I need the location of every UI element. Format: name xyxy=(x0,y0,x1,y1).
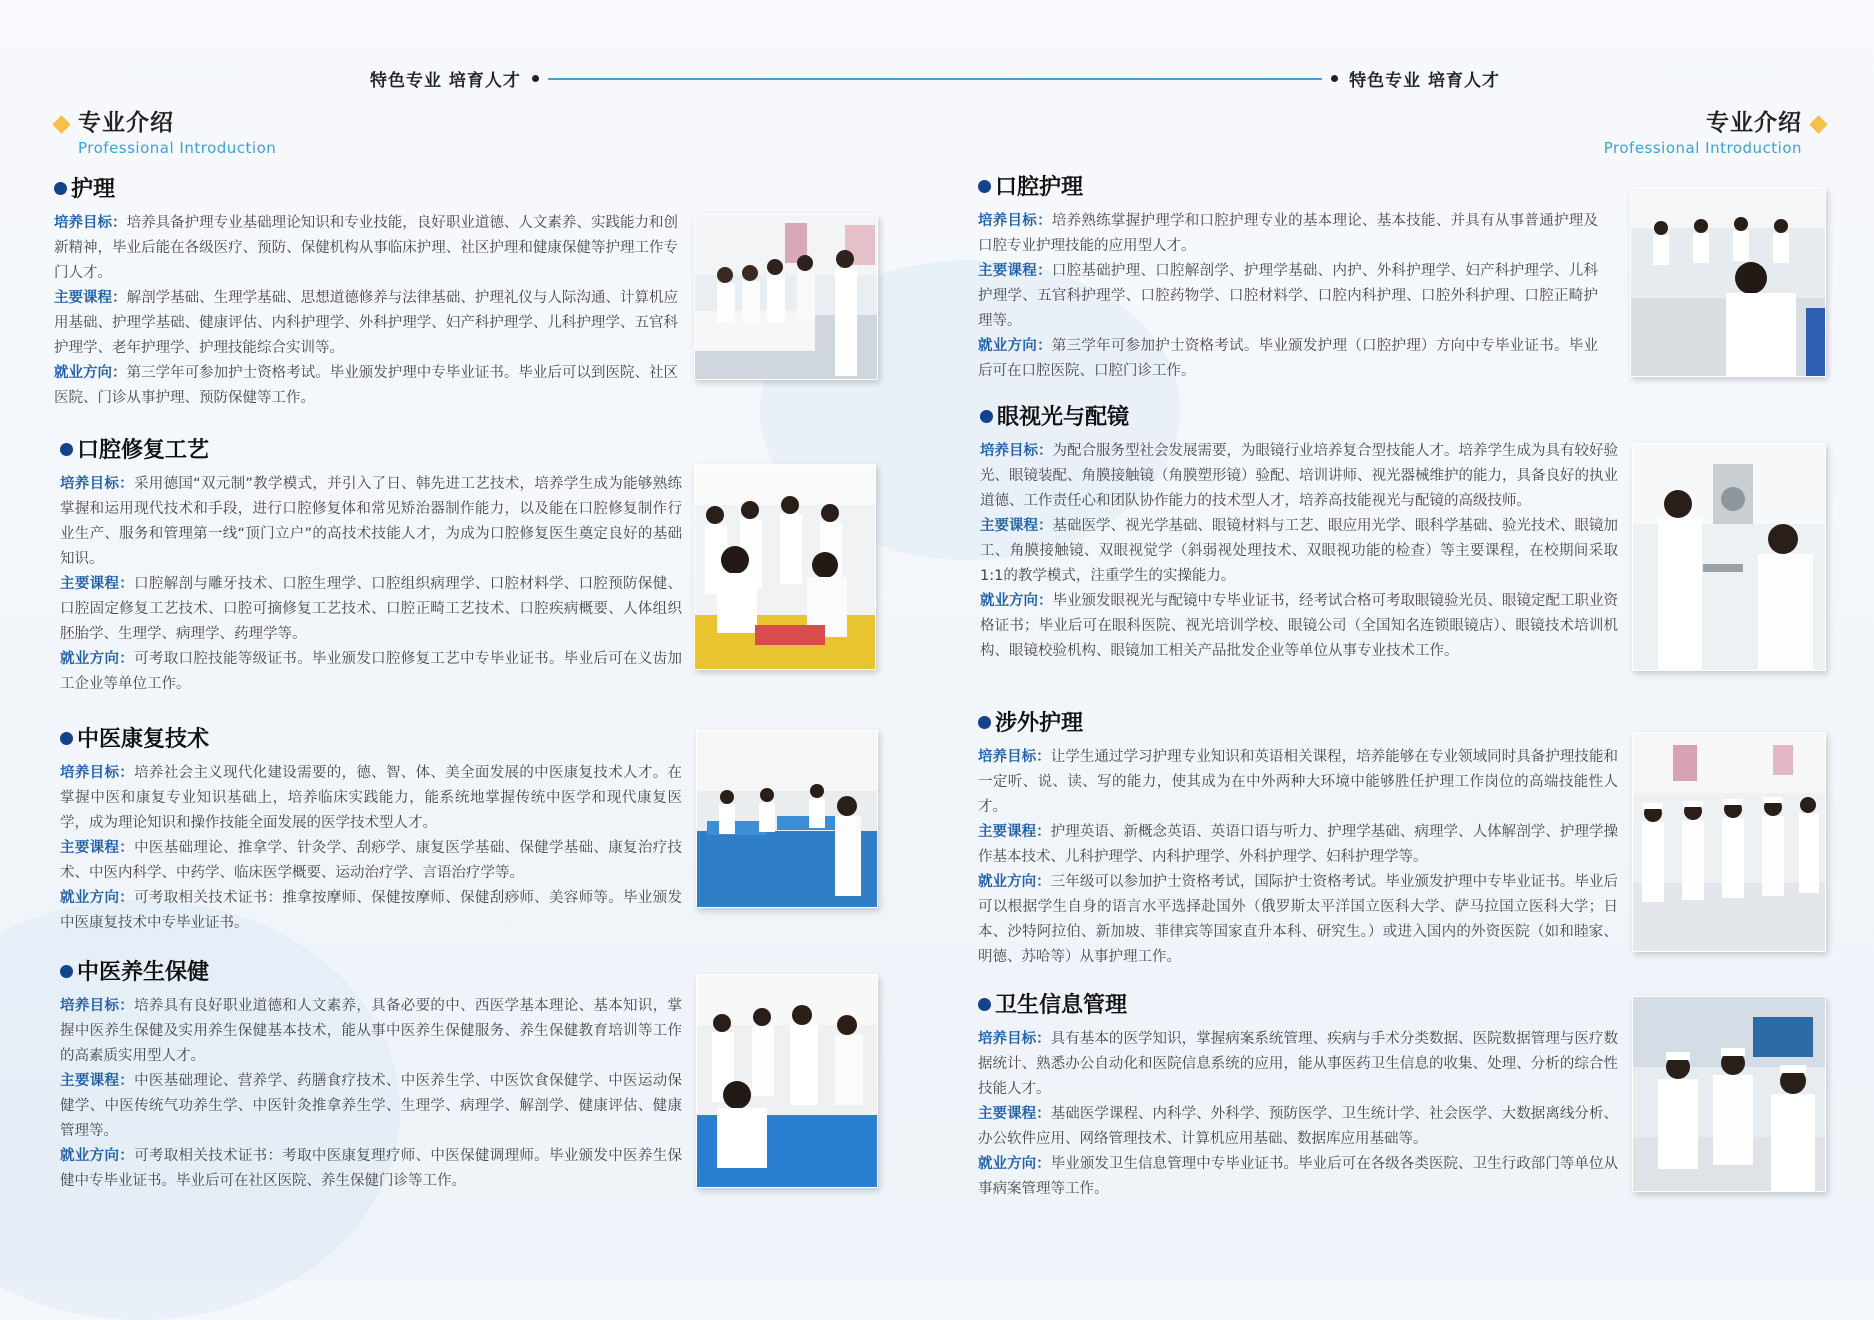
major-block-foreign-nursing xyxy=(978,706,1618,970)
major-title: 涉外护理 xyxy=(978,706,1618,737)
header-rule xyxy=(548,78,1322,80)
photo-oral-nursing-lab xyxy=(1630,187,1826,377)
section-title-zh: 专业介绍 xyxy=(78,110,174,136)
header-dot-right xyxy=(1331,75,1338,82)
major-career: 就业方向：三年级可以参加护士资格考试，国际护士资格考试。毕业颁发护理中专毕业证书。毕业后可以根据学生自身的语言水平选择赴国外（俄罗斯太平洋国立医科大学、萨马拉国立医科大学；日本、沙特阿拉伯、新加坡、菲律宾等国家直升本科、研究生。）或进入国内的外资医院（如和睦家、明德、苏哈等）从事护理工作。 xyxy=(978,874,1618,965)
major-goal: 培养目标：培养具备护理专业基础理论知识和专业技能，良好职业道德、人文素养、实践能力和创新精神，毕业后能在各级医疗、预防、保健机构从事临床护理、社区护理和健康保健等护理工作专门人才。 xyxy=(54,215,678,281)
major-courses: 主要课程：基础医学课程、内科学、外科学、预防医学、卫生统计学、社会医学、大数据离线分析、办公软件应用、网络管理技术、计算机应用基础、数据库应用基础等。 xyxy=(978,1106,1618,1147)
major-goal: 培养目标：培养熟练掌握护理学和口腔护理专业的基本理论、基本技能、并具有从事普通护理及口腔专业护理技能的应用型人才。 xyxy=(978,213,1598,254)
bullet-icon xyxy=(980,410,993,423)
photo-nursing-ward xyxy=(694,214,878,380)
major-block-oral-nursing xyxy=(978,170,1598,384)
major-courses: 主要课程：中医基础理论、推拿学、针灸学、刮痧学、康复医学基础、保健学基础、康复治疗技术、中医内科学、中药学、临床医学概要、运动治疗学、言语治疗学等。 xyxy=(60,840,683,881)
major-title: 口腔修复工艺 xyxy=(60,433,682,464)
major-title: 卫生信息管理 xyxy=(978,988,1618,1019)
major-courses: 主要课程：口腔解剖与雕牙技术、口腔生理学、口腔组织病理学、口腔材料学、口腔预防保健、口腔固定修复工艺技术、口腔可摘修复工艺技术、口腔正畸工艺技术、口腔疾病概要、人体组织胚胎学、生理学、病理学、药理学等。 xyxy=(60,576,683,642)
photo-foreign-nursing xyxy=(1632,732,1826,952)
bullet-icon xyxy=(978,180,991,193)
header-dot-left xyxy=(532,75,539,82)
photo-rehab-classroom xyxy=(696,730,878,908)
major-title: 眼视光与配镜 xyxy=(980,400,1618,431)
major-courses: 主要课程：中医基础理论、营养学、药膳食疗技术、中医养生学、中医饮食保健学、中医运动保健学、中医传统气功养生学、中医针灸推拿养生学、生理学、病理学、解剖学、健康评估、健康管理等。 xyxy=(60,1073,683,1139)
major-courses: 主要课程：解剖学基础、生理学基础、思想道德修养与法律基础、护理礼仪与人际沟通、计算机应用基础、护理学基础、健康评估、内科护理学、外科护理学、妇产科护理学、儿科护理学、五官科护理学、老年护理学、护理技能综合实训等。 xyxy=(54,290,678,356)
major-career: 就业方向：第三学年可参加护士资格考试。毕业颁发护理中专毕业证书。毕业后可以到医院、社区医院、门诊从事护理、预防保健等工作。 xyxy=(54,365,678,406)
major-goal: 培养目标：具有基本的医学知识，掌握病案系统管理、疾病与手术分类数据、医院数据管理与医疗数据统计、熟悉办公自动化和医院信息系统的应用，能从事医药卫生信息的收集、处理、分析的综合性技能人才。 xyxy=(978,1031,1618,1097)
major-career: 就业方向：毕业颁发卫生信息管理中专毕业证书。毕业后可在各级各类医院、卫生行政部门等单位从事病案管理等工作。 xyxy=(978,1156,1618,1197)
major-courses: 主要课程：口腔基础护理、口腔解剖学、护理学基础、内护、外科护理学、妇产科护理学、儿科护理学、五官科护理学、口腔药物学、口腔材料学、口腔内科护理、口腔外科护理、口腔正畸护理等。 xyxy=(978,263,1598,329)
major-career: 就业方向：第三学年可参加护士资格考试。毕业颁发护理（口腔护理）方向中专毕业证书。毕业后可在口腔医院、口腔门诊工作。 xyxy=(978,338,1598,379)
photo-optometry-exam xyxy=(1632,443,1826,671)
major-block-tcm-rehab xyxy=(60,722,682,936)
header-slogan-left: 特色专业 培育人才 xyxy=(370,71,521,91)
bullet-icon xyxy=(60,965,73,978)
section-head-left xyxy=(78,104,276,157)
photo-dental-lab xyxy=(694,464,876,670)
section-title-en: Professional Introduction xyxy=(78,139,277,157)
bullet-icon xyxy=(60,443,73,456)
header-slogan-right: 特色专业 培育人才 xyxy=(1349,71,1500,91)
section-title-zh: 专业介绍 xyxy=(1706,110,1802,136)
major-block-dental-prosthetics xyxy=(60,433,682,697)
section-title-en: Professional Introduction xyxy=(1603,139,1802,157)
major-goal: 培养目标：为配合服务型社会发展需要，为眼镜行业培养复合型技能人才。培养学生成为具有较好验光、眼镜装配、角膜接触镜（角膜塑形镜）验配、培训讲师、视光器械维护的能力，具备良好的执业道德、工作责任心和团队协作能力的技术型人才，培养高技能视光与配镜的高级技师。 xyxy=(980,443,1618,509)
major-title: 口腔护理 xyxy=(978,170,1598,201)
major-block-tcm-wellness xyxy=(60,955,682,1194)
major-goal: 培养目标：培养具有良好职业道德和人文素养，具备必要的中、西医学基本理论、基本知识，掌握中医养生保健及实用养生保健基本技术，能从事中医养生保健服务、养生保健教育培训等工作的高素质实用型人才。 xyxy=(60,998,683,1064)
major-career: 就业方向：毕业颁发眼视光与配镜中专毕业证书，经考试合格可考取眼镜验光员、眼镜定配工职业资格证书；毕业后可在眼科医院、视光培训学校、眼镜公司（全国知名连锁眼镜店）、眼镜技术培训机构、眼镜校验机构、眼镜加工相关产品批发企业等单位从事专业技术工作。 xyxy=(980,593,1618,659)
section-head-right xyxy=(1604,104,1802,157)
major-goal: 培养目标：培养社会主义现代化建设需要的，德、智、体、美全面发展的中医康复技术人才。在掌握中医和康复专业知识基础上，培养临床实践能力，能系统地掌握传统中医学和现代康复医学，成为理论知识和操作技能全面发展的医学技术型人才。 xyxy=(60,765,683,831)
major-career: 就业方向：可考取相关技术证书：推拿按摩师、保健按摩师、保健刮痧师、美容师等。毕业颁发中医康复技术中专毕业证书。 xyxy=(60,890,683,931)
bullet-icon xyxy=(60,732,73,745)
major-courses: 主要课程：护理英语、新概念英语、英语口语与听力、护理学基础、病理学、人体解剖学、护理学操作基本技术、儿科护理学、内科护理学、外科护理学、妇科护理学等。 xyxy=(978,824,1618,865)
photo-wellness-practice xyxy=(696,974,878,1188)
major-block-health-info xyxy=(978,988,1618,1202)
major-title: 中医康复技术 xyxy=(60,722,682,753)
major-courses: 主要课程：基础医学、视光学基础、眼镜材料与工艺、眼应用光学、眼科学基础、验光技术、眼镜加工、角膜接触镜、双眼视觉学（斜弱视处理技术、双眼视功能的检查）等主要课程，在校期间采取1:1的教学模式，注重学生的实操能力。 xyxy=(980,518,1618,584)
major-block-nursing xyxy=(54,172,678,411)
bullet-icon xyxy=(978,998,991,1011)
header-band xyxy=(370,62,1500,92)
major-title: 护理 xyxy=(54,172,678,203)
major-career: 就业方向：可考取相关技术证书：考取中医康复理疗师、中医保健调理师。毕业颁发中医养生保健中专毕业证书。毕业后可在社区医院、养生保健门诊等工作。 xyxy=(60,1148,683,1189)
bullet-icon xyxy=(54,182,67,195)
major-title: 中医养生保健 xyxy=(60,955,682,986)
major-goal: 培养目标：采用德国“双元制”教学模式，并引入了日、韩先进工艺技术，培养学生成为能够熟练掌握和运用现代技术和手段，进行口腔修复体和常见矫治器制作能力，以及能在口腔修复制作行业生产、服务和管理第一线“顶门立户”的高技术技能人才，为成为口腔修复医生奠定良好的基础知识。 xyxy=(60,476,682,567)
major-career: 就业方向：可考取口腔技能等级证书。毕业颁发口腔修复工艺中专毕业证书。毕业后可在义齿加工企业等单位工作。 xyxy=(60,651,683,692)
bullet-icon xyxy=(978,716,991,729)
major-goal: 培养目标：让学生通过学习护理专业知识和英语相关课程，培养能够在专业领域同时具备护理技能和一定听、说、读、写的能力，使其成为在中外两种大环境中能够胜任护理工作岗位的高端技能性人才。 xyxy=(978,749,1618,815)
major-block-optometry xyxy=(980,400,1618,664)
photo-health-info xyxy=(1632,996,1826,1192)
